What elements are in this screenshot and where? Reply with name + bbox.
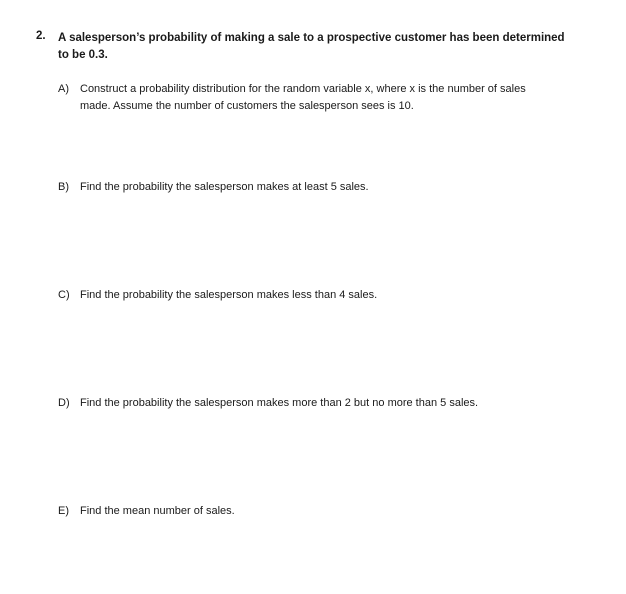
part-a-label: A) <box>58 83 69 95</box>
part-a <box>58 81 558 115</box>
part-c-text: Find the probability the salesperson makes less than 4 sales. <box>80 289 378 301</box>
part-c <box>58 287 558 304</box>
part-b-label: B) <box>58 181 69 193</box>
part-e <box>58 503 558 520</box>
part-e-text: Find the mean number of sales. <box>80 505 235 517</box>
part-d <box>58 395 558 412</box>
part-b <box>58 179 558 196</box>
question-text: A salesperson’s probability of making a sale to a prospective customer has been determined to be 0.3. <box>58 32 565 61</box>
question-number: 2. <box>36 30 46 42</box>
part-a-text: Construct a probability distribution for the random variable x, where x is the number of sales made. Assume the number of customers the salesperson sees is 10. <box>80 83 526 112</box>
part-c-label: C) <box>58 289 70 301</box>
part-b-text: Find the probability the salesperson makes at least 5 sales. <box>80 181 369 193</box>
part-d-text: Find the probability the salesperson makes more than 2 but no more than 5 sales. <box>80 397 479 409</box>
part-d-label: D) <box>58 397 70 409</box>
part-e-label: E) <box>58 505 69 517</box>
